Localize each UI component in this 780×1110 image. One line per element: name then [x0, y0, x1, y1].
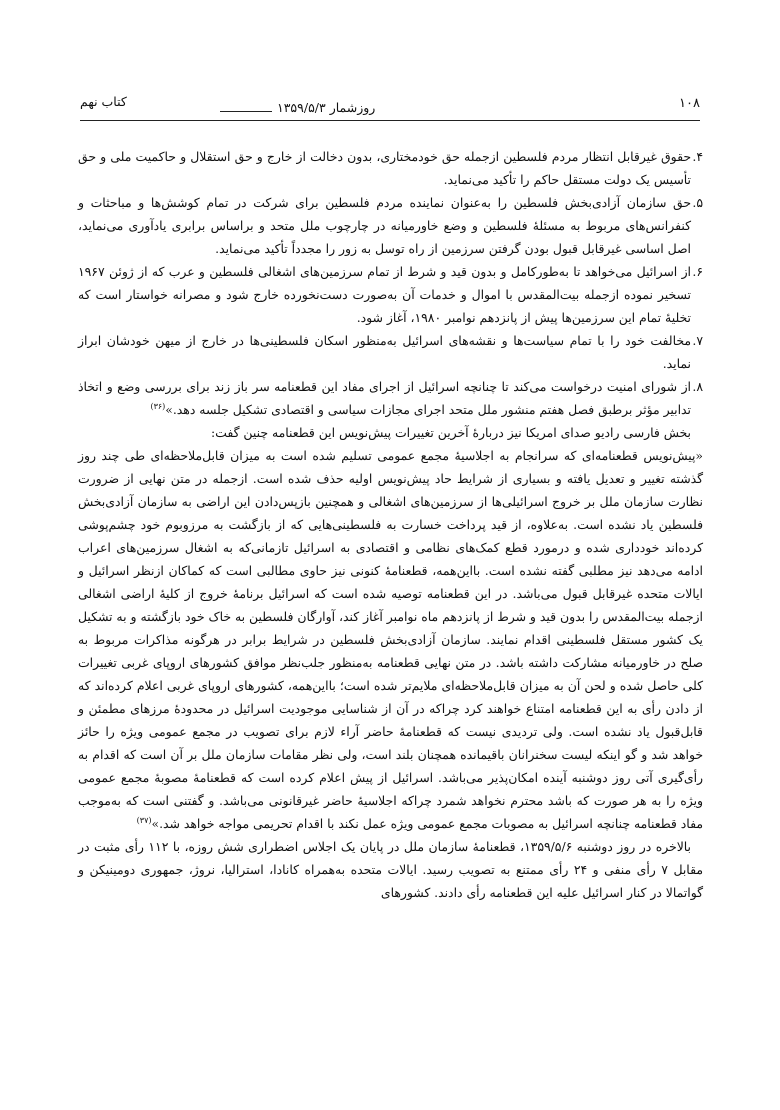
resolution-items — [78, 145, 703, 421]
footnote-ref: (۳۷) — [136, 815, 152, 825]
resolution-item — [78, 145, 703, 191]
page-number: ۱۰۸ — [679, 96, 700, 111]
running-title — [220, 100, 375, 115]
header-rule — [80, 120, 700, 121]
page-body — [78, 145, 703, 904]
item-number: ۴. — [692, 149, 703, 164]
item-text: مخالفت خود را با تمام سیاست‌ها و نقشه‌های اسرائیل به‌منظور اسکان فلسطینی‌ها در خارج از میهن خودشان ابراز نماید. — [78, 333, 691, 371]
item-number: ۸. — [692, 379, 703, 394]
item-number: ۶. — [692, 264, 703, 279]
item-text: حق سازمان آزادی‌بخش فلسطین را به‌عنوان نماینده مردم فلسطین برای شرکت در تمام کوشش‌ها و مباحثات و کنفرانس‌های مربوط به مسئلهٔ فلسطین و وضع خاورمیانه در چارچوب ملل متحد و براساس برابری یادآوری می‌نماید، اصل اساسی غیرقابل قبول بودن گرفتن سرزمین از راه توسل به زور را مجدداً تأکید می‌نماید. — [78, 195, 691, 256]
body-paragraph — [78, 421, 703, 444]
resolution-item — [78, 329, 703, 375]
item-text: از شورای امنیت درخواست می‌کند تا چنانچه اسرائیل از اجرای مفاد این قطعنامه سر باز زند برای بررسی وضع و اتخاذ تدابیر مؤثر برطبق فصل هفتم منشور ملل متحد اجرای مجازات سیاسی و اقتصادی تشکیل جلسه دهد.» — [78, 379, 691, 417]
title-underline — [220, 103, 272, 112]
page-header — [80, 92, 700, 122]
paragraph-text: بالاخره در روز دوشنبه ۱۳۵۹/۵/۶، قطعنامهٔ سازمان ملل در پایان یک اجلاس اضطراری شش روزه، با ۱۱۲ رأی مثبت در مقابل ۷ رأی منفی و ۲۴ رأی ممتنع به تصویب رسید. ایالات متحده به‌همراه کانادا، استرالیا، نروژ، جمهوری دومینیکن و گواتمالا در کنار اسرائیل علیه این قطعنامه رأی دادند. کشورهای — [78, 839, 703, 900]
footnote-ref: (۳۶) — [150, 401, 166, 411]
resolution-item — [78, 260, 703, 329]
running-title-text: روزشمار ۱۳۵۹/۵/۳ — [277, 100, 376, 115]
body-paragraph — [78, 835, 703, 904]
book-title: کتاب نهم — [80, 94, 127, 109]
resolution-item — [78, 191, 703, 260]
quote-paragraph — [78, 444, 703, 835]
resolution-item — [78, 375, 703, 421]
item-text: حقوق غیرقابل انتظار مردم فلسطین ازجمله حق خودمختاری، بدون دخالت از خارج و حق استقلال و حاکمیت ملی و حق تأسیس یک دولت مستقل حاکم را تأکید می‌نماید. — [78, 149, 691, 187]
item-number: ۵. — [692, 195, 703, 210]
item-text: از اسرائیل می‌خواهد تا به‌طورکامل و بدون قید و شرط از تمام سرزمین‌های اشغالی فلسطین و عرب که از ژوئن ۱۹۶۷ تسخیر نموده ازجمله بیت‌المقدس با اموال و خدمات آن به‌صورت دست‌نخورده خارج شود و مصرانه خواستار است که تخلیهٔ تمام این سرزمین‌ها پیش از پانزدهم نوامبر ۱۹۸۰، آغاز شود. — [78, 264, 691, 325]
paragraph-text: بخش فارسی رادیو صدای امریکا نیز دربارهٔ آخرین تغییرات پیش‌نویس این قطعنامه چنین گفت: — [210, 425, 691, 440]
item-number: ۷. — [692, 333, 703, 348]
paragraph-text: «پیش‌نویس قطعنامه‌ای که سرانجام به اجلاسیهٔ مجمع عمومی تسلیم شده است به میزان قابل‌ملاحظه‌ای طی چند روز گذشته تغییر و تعدیل یافته و بسیاری از شرایط حاد پیش‌نویس اولیه حذف شده است. ازجمله در متن نهایی از ضرورت نظارت سازمان ملل بر خروج اسرائیلی‌ها از سرزمین‌های اشغالی و همچنین بازپس‌دادن این اراضی به سازمان آزادی‌بخش فلسطین یاد نشده است. به‌علاوه، از قید پرداخت خسارت به فلسطینی‌هایی که از بازگشت به مرزوبوم خود چشم‌پوشی کرده‌اند خودداری شده و درمورد قطع کمک‌های نظامی و اقتصادی به اسرائیل تازمانی‌که به اشغال سرزمین‌های اعراب ادامه می‌دهد نیز مطلبی گفته نشده است. بااین‌همه، قطعنامهٔ کنونی نیز حاوی مطالبی است که کماکان ازنظر اسرائیل و ایالات متحده غیرقابل قبول می‌باشد. در این قطعنامه توصیه شده است که اسرائیل برنامهٔ خروج از کلیهٔ اراضی اشغالی ازجمله بیت‌المقدس را بدون قید و شرط از پانزدهم ماه نوامبر آغاز کند، آوارگان فلسطین به خاک خود بازگشته و به تشکیل یک کشور مستقل فلسطینی اقدام نمایند. سازمان آزادی‌بخش فلسطین در شرایط برابر در هرگونه مذاکرات مربوط به صلح در خاورمیانه مشارکت داشته باشد. در متن نهایی قطعنامه به‌منظور جلب‌نظر موافق کشورهای اروپای غربی تغییرات کلی حاصل شده و لحن آن به میزان قابل‌ملاحظه‌ای ملایم‌تر شده است؛ بااین‌همه، کشورهای اروپای غربی اعلام کرده‌اند که از دادن رأی به این قطعنامه امتناع خواهند کرد چراکه در آن از شناسایی موجودیت اسرائیل در محدودهٔ مرزهای مطمئن و قابل‌قبول یاد نشده است. ولی تردیدی نیست که قطعنامهٔ حاضر آراء لازم برای تصویب در مجمع عمومی ویژه را حائز خواهد شد و گو اینکه لیست سخنرانان باقیمانده همچنان بلند است، ولی نظر مقامات سازمان ملل بر آن است که اقدام به رأی‌گیری آتی روز دوشنبه آینده امکان‌پذیر می‌باشد. اسرائیل از پیش اعلام کرده است که قطعنامهٔ مصوبهٔ مجمع عمومی ویژه را به هر صورت که باشد محترم نخواهد شمرد چراکه اجلاسیهٔ حاضر غیرقانونی می‌باشد. و گفتنی است که به‌موجب مفاد قطعنامه چنانچه اسرائیل به مصوبات مجمع عمومی ویژه عمل نکند با اقدام تحریمی مواجه خواهد شد.» — [78, 448, 703, 831]
